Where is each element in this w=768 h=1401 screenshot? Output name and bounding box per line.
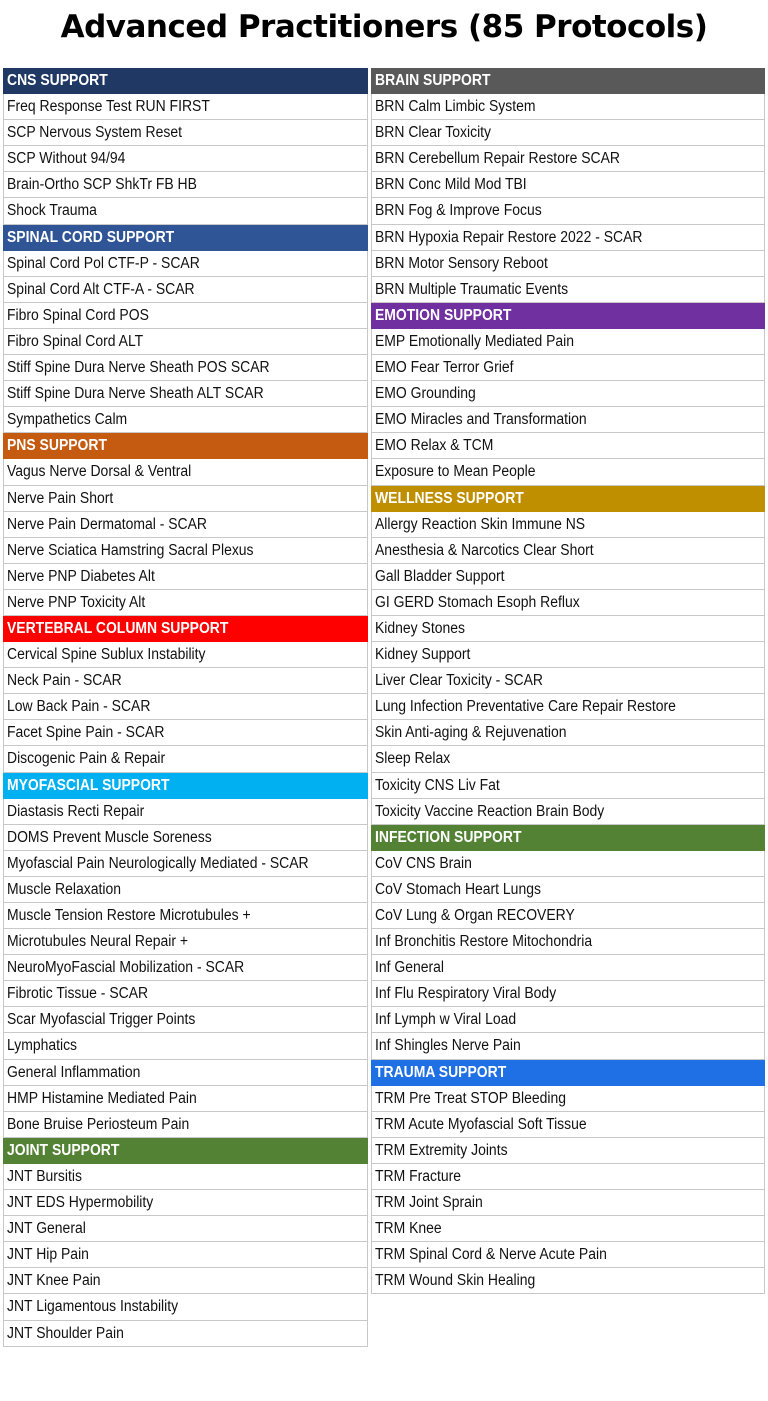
protocol-item-label: BRN Cerebellum Repair Restore SCAR: [375, 150, 620, 168]
protocol-item: [371, 1268, 765, 1294]
protocol-item-label: Allergy Reaction Skin Immune NS: [375, 515, 586, 533]
protocol-item-label: Nerve PNP Toxicity Alt: [7, 593, 146, 611]
protocol-item: [3, 1294, 368, 1320]
protocol-item-label: Anesthesia & Narcotics Clear Short: [375, 541, 594, 559]
protocol-item: [371, 146, 765, 172]
protocol-item-label: TRM Wound Skin Healing: [375, 1272, 536, 1290]
protocol-item: [3, 720, 368, 746]
section-header-label: WELLNESS SUPPORT: [375, 489, 524, 507]
protocol-item-label: General Inflammation: [7, 1063, 141, 1081]
protocol-item: [3, 512, 368, 538]
protocol-item: [3, 825, 368, 851]
protocol-item-label: Fibro Spinal Cord ALT: [7, 332, 144, 350]
protocol-item: [3, 277, 368, 303]
protocol-item-label: Diastasis Recti Repair: [7, 802, 145, 820]
protocol-item: [371, 198, 765, 224]
protocol-item-label: Stiff Spine Dura Nerve Sheath ALT SCAR: [7, 385, 264, 403]
section-header-infection-support: [371, 825, 765, 851]
protocol-item-label: Low Back Pain - SCAR: [7, 698, 151, 716]
protocol-item-label: Fibro Spinal Cord POS: [7, 306, 149, 324]
protocol-item: [371, 1190, 765, 1216]
protocol-item-label: TRM Spinal Cord & Nerve Acute Pain: [375, 1246, 607, 1264]
protocol-item: [3, 1216, 368, 1242]
protocol-item-label: Inf Flu Respiratory Viral Body: [375, 985, 557, 1003]
protocol-item-label: JNT Shoulder Pain: [7, 1324, 124, 1342]
protocol-item-label: CoV Lung & Organ RECOVERY: [375, 907, 575, 924]
protocol-item-label: JNT Hip Pain: [7, 1246, 89, 1264]
protocol-item-label: TRM Knee: [375, 1220, 442, 1238]
protocol-item-label: TRM Fracture: [375, 1167, 462, 1185]
protocol-item: [3, 1268, 368, 1294]
protocol-item: [371, 1086, 765, 1112]
protocol-item: [371, 851, 765, 877]
protocol-item: [3, 1321, 368, 1347]
section-header-label: SPINAL CORD SUPPORT: [7, 228, 175, 246]
protocol-item-label: Nerve Pain Dermatomal - SCAR: [7, 515, 208, 533]
section-header-emotion-support: [371, 303, 765, 329]
protocol-item-label: Neck Pain - SCAR: [7, 672, 122, 690]
section-header-wellness-support: [371, 486, 765, 512]
protocol-item: [3, 929, 368, 955]
section-header-label: JOINT SUPPORT: [7, 1141, 120, 1159]
protocol-item: [371, 1164, 765, 1190]
protocol-item: [371, 120, 765, 146]
protocol-item: [3, 1060, 368, 1086]
protocol-item-label: Lung Infection Preventative Care Repair Restore: [375, 698, 676, 716]
protocol-item-label: Muscle Tension Restore Microtubules +: [7, 907, 251, 924]
protocol-item: [3, 538, 368, 564]
protocol-item: [371, 1033, 765, 1059]
protocol-item: [371, 929, 765, 955]
protocol-item: [3, 120, 368, 146]
protocol-item: [371, 564, 765, 590]
protocol-item: [3, 877, 368, 903]
protocol-item-label: JNT EDS Hypermobility: [7, 1194, 154, 1212]
protocol-item: [371, 433, 765, 459]
section-header-spinal-cord-support: [3, 225, 368, 251]
protocol-item: [371, 381, 765, 407]
protocol-item-label: SCP Without 94/94: [7, 150, 126, 168]
protocol-item-label: CoV CNS Brain: [375, 854, 472, 872]
protocol-item: [371, 590, 765, 616]
protocol-item: [3, 694, 368, 720]
protocol-item-label: Toxicity CNS Liv Fat: [375, 776, 500, 794]
protocol-item: [3, 1086, 368, 1112]
protocol-item: [3, 486, 368, 512]
protocol-item: [3, 746, 368, 772]
protocol-item-label: GI GERD Stomach Esoph Reflux: [375, 593, 580, 611]
section-header-label: EMOTION SUPPORT: [375, 306, 512, 324]
protocol-item: [3, 1164, 368, 1190]
protocol-item: [3, 355, 368, 381]
protocol-item-label: BRN Conc Mild Mod TBI: [375, 176, 527, 194]
protocol-item-label: EMO Grounding: [375, 385, 476, 403]
protocol-item: [371, 1216, 765, 1242]
protocol-item: [3, 1007, 368, 1033]
protocol-item: [371, 668, 765, 694]
protocol-item: [371, 616, 765, 642]
protocol-item-label: Brain-Ortho SCP ShkTr FB HB: [7, 176, 197, 194]
protocol-item-label: EMP Emotionally Mediated Pain: [375, 332, 575, 350]
protocol-item: [371, 355, 765, 381]
protocol-item: [371, 225, 765, 251]
protocol-item-label: TRM Acute Myofascial Soft Tissue: [375, 1115, 587, 1133]
protocol-item-label: JNT Bursitis: [7, 1167, 82, 1185]
protocol-item-label: Freq Response Test RUN FIRST: [7, 98, 210, 116]
protocol-item-label: TRM Pre Treat STOP Bleeding: [375, 1089, 566, 1107]
protocol-item-label: Facet Spine Pain - SCAR: [7, 724, 165, 742]
protocol-item: [3, 459, 368, 485]
section-header-brain-support: [371, 68, 765, 94]
protocol-item: [3, 955, 368, 981]
protocol-item: [3, 172, 368, 198]
protocol-item-label: JNT Knee Pain: [7, 1272, 101, 1290]
protocol-item: [371, 172, 765, 198]
protocol-item: [371, 799, 765, 825]
protocol-item: [371, 1242, 765, 1268]
protocol-item-label: NeuroMyoFascial Mobilization - SCAR: [7, 959, 245, 977]
protocol-item: [371, 512, 765, 538]
protocol-item-label: JNT Ligamentous Instability: [7, 1298, 179, 1316]
protocol-item-label: Kidney Support: [375, 646, 471, 664]
protocol-item-label: CoV Stomach Heart Lungs: [375, 880, 541, 898]
protocol-item: [3, 381, 368, 407]
protocol-item: [3, 799, 368, 825]
protocol-item-label: Nerve Pain Short: [7, 489, 114, 507]
protocol-item-label: Stiff Spine Dura Nerve Sheath POS SCAR: [7, 359, 270, 377]
section-header-trauma-support: [371, 1060, 765, 1086]
section-header-cns-support: [3, 68, 368, 94]
right-protocol-column: [371, 68, 765, 1294]
protocol-item: [371, 329, 765, 355]
protocol-item-label: EMO Miracles and Transformation: [375, 411, 587, 429]
protocol-item: [3, 590, 368, 616]
protocol-item: [371, 720, 765, 746]
section-header-label: VERTEBRAL COLUMN SUPPORT: [7, 619, 229, 637]
protocol-item: [371, 877, 765, 903]
protocol-item-label: JNT General: [7, 1220, 86, 1238]
protocol-item-label: BRN Calm Limbic System: [375, 98, 536, 116]
protocol-item-label: Gall Bladder Support: [375, 567, 505, 585]
protocol-item-label: TRM Joint Sprain: [375, 1194, 483, 1212]
protocol-item-label: BRN Clear Toxicity: [375, 124, 492, 142]
protocol-item-label: Nerve Sciatica Hamstring Sacral Plexus: [7, 541, 254, 559]
protocol-item: [3, 94, 368, 120]
protocol-item: [3, 251, 368, 277]
section-header-joint-support: [3, 1138, 368, 1164]
protocol-item-label: BRN Multiple Traumatic Events: [375, 280, 569, 298]
protocol-item: [3, 329, 368, 355]
protocol-item: [371, 694, 765, 720]
protocol-item-label: Liver Clear Toxicity - SCAR: [375, 672, 543, 690]
protocol-item: [371, 773, 765, 799]
protocol-item-label: Cervical Spine Sublux Instability: [7, 646, 206, 664]
section-header-label: INFECTION SUPPORT: [375, 828, 522, 846]
protocol-item-label: BRN Fog & Improve Focus: [375, 202, 542, 220]
protocol-item-label: DOMS Prevent Muscle Soreness: [7, 828, 212, 846]
protocol-item-label: BRN Motor Sensory Reboot: [375, 254, 548, 272]
protocol-item-label: Skin Anti-aging & Rejuvenation: [375, 724, 567, 742]
protocol-item: [371, 538, 765, 564]
protocol-item: [371, 981, 765, 1007]
protocol-item: [3, 1190, 368, 1216]
protocol-item-label: TRM Extremity Joints: [375, 1141, 508, 1159]
protocol-item-label: EMO Relax & TCM: [375, 437, 494, 455]
protocol-item-label: Scar Myofascial Trigger Points: [7, 1011, 196, 1029]
protocol-item: [3, 903, 368, 929]
protocol-item-label: Microtubules Neural Repair +: [7, 933, 189, 951]
protocol-item-label: Kidney Stones: [375, 619, 465, 637]
protocol-item-label: Toxicity Vaccine Reaction Brain Body: [375, 802, 605, 820]
protocol-item-label: Shock Trauma: [7, 202, 97, 220]
section-header-label: MYOFASCIAL SUPPORT: [7, 776, 170, 794]
protocol-item-label: Lymphatics: [7, 1037, 78, 1055]
section-header-myofascial-support: [3, 773, 368, 799]
protocol-item: [3, 564, 368, 590]
protocol-item-label: Vagus Nerve Dorsal & Ventral: [7, 463, 192, 481]
protocol-item: [371, 903, 765, 929]
protocol-item: [3, 1033, 368, 1059]
protocol-item-label: Myofascial Pain Neurologically Mediated - SCAR: [7, 854, 309, 872]
protocol-item: [3, 146, 368, 172]
page-title: Advanced Practitioners (85 Protocols): [60, 9, 708, 45]
protocol-item: [371, 746, 765, 772]
protocol-item-label: Inf Bronchitis Restore Mitochondria: [375, 933, 593, 951]
protocol-item: [3, 198, 368, 224]
protocol-item-label: Spinal Cord Alt CTF-A - SCAR: [7, 280, 195, 298]
protocol-item: [371, 642, 765, 668]
section-header-vertebral-column-support: [3, 616, 368, 642]
protocol-item: [371, 94, 765, 120]
protocol-item-label: Nerve PNP Diabetes Alt: [7, 567, 155, 585]
protocol-item: [3, 1242, 368, 1268]
protocol-item: [371, 407, 765, 433]
protocol-item-label: Exposure to Mean People: [375, 463, 536, 481]
section-header-label: CNS SUPPORT: [7, 72, 108, 89]
protocol-item: [3, 642, 368, 668]
protocol-item: [371, 1138, 765, 1164]
protocol-item-label: Spinal Cord Pol CTF-P - SCAR: [7, 254, 200, 272]
protocol-item-label: Sleep Relax: [375, 750, 451, 768]
section-header-label: TRAUMA SUPPORT: [375, 1063, 507, 1081]
protocol-item: [3, 303, 368, 329]
protocol-item-label: Discogenic Pain & Repair: [7, 750, 166, 768]
protocol-item: [371, 459, 765, 485]
protocol-item: [3, 1112, 368, 1138]
protocol-item-label: HMP Histamine Mediated Pain: [7, 1089, 197, 1107]
protocol-item-label: Sympathetics Calm: [7, 411, 128, 429]
protocol-item: [3, 851, 368, 877]
protocol-item-label: SCP Nervous System Reset: [7, 124, 182, 142]
protocol-item-label: Fibrotic Tissue - SCAR: [7, 985, 149, 1003]
protocol-item: [3, 668, 368, 694]
left-protocol-column: [3, 68, 368, 1347]
protocol-item-label: Inf General: [375, 959, 445, 977]
protocol-item-label: Muscle Relaxation: [7, 880, 121, 898]
section-header-label: PNS SUPPORT: [7, 437, 107, 455]
protocol-item-label: BRN Hypoxia Repair Restore 2022 - SCAR: [375, 228, 643, 246]
protocol-item: [371, 251, 765, 277]
section-header-label: BRAIN SUPPORT: [375, 72, 491, 89]
protocol-item-label: Bone Bruise Periosteum Pain: [7, 1115, 190, 1133]
protocol-item: [371, 1112, 765, 1138]
protocol-item: [371, 1007, 765, 1033]
protocol-item-label: Inf Shingles Nerve Pain: [375, 1037, 521, 1055]
protocol-item: [371, 955, 765, 981]
protocol-item-label: EMO Fear Terror Grief: [375, 359, 514, 377]
protocol-item: [371, 277, 765, 303]
protocol-item: [3, 407, 368, 433]
protocol-item-label: Inf Lymph w Viral Load: [375, 1011, 517, 1029]
protocol-item: [3, 981, 368, 1007]
section-header-pns-support: [3, 433, 368, 459]
